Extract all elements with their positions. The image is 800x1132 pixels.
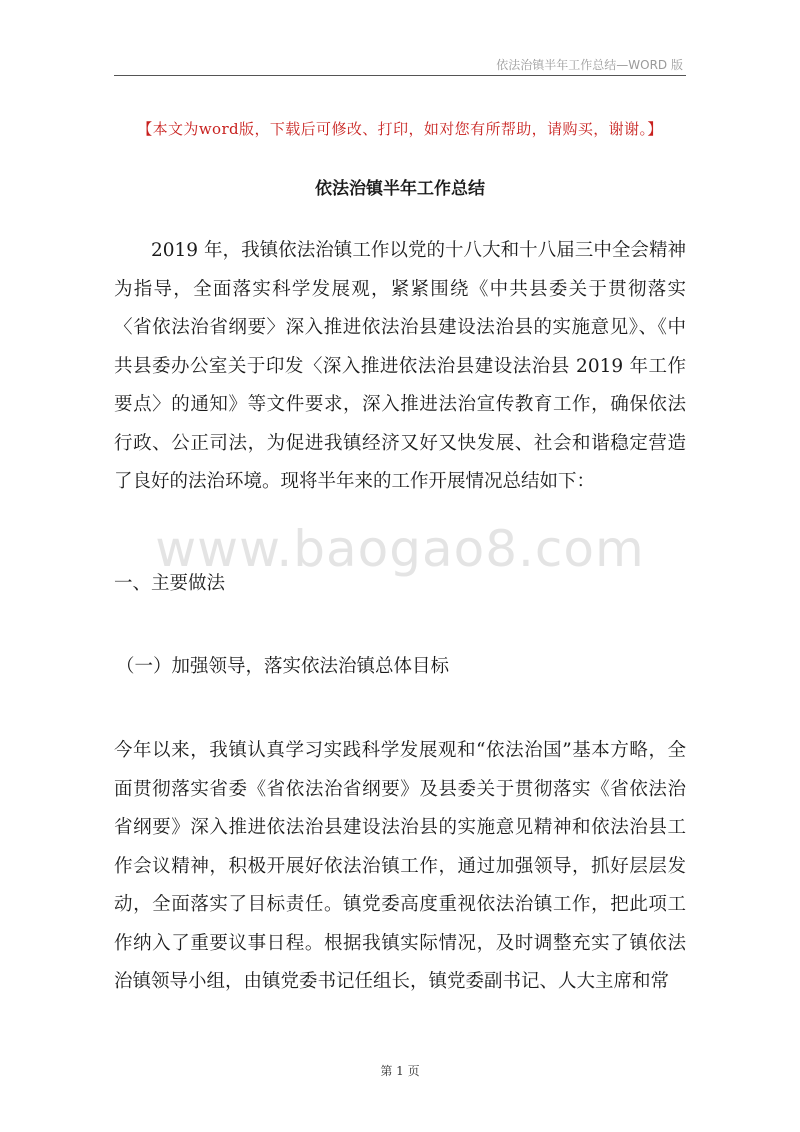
subsection-heading: （一）加强领导，落实依法治镇总体目标 [116, 656, 450, 677]
header-divider [114, 75, 686, 76]
site-watermark: www.baogao8.com [155, 520, 645, 578]
running-header: 依法治镇半年工作总结—WORD 版 [496, 58, 683, 72]
purchase-notice: 【本文为word版，下载后可修改、打印，如对您有所帮助，请购买，谢谢。】 [137, 120, 663, 138]
section-heading: 一、主要做法 [114, 573, 226, 594]
body-paragraph: 今年以来，我镇认真学习实践科学发展观和“依法治国”基本方略，全面贯彻落实省委《省依法治省纲要》及县委关于贯彻落实《省依法治省纲要》深入推进依法治县建设法治县的实施意见精神和依法治县工作会议精神，积极开展好依法治镇工作，通过加强领导，抓好层层发动，全面落实了目标责任。镇党委高度重视依法治镇工作，把此项工作纳入了重要议事日程。根据我镇实际情况，及时调整充实了镇依法治镇领导小组，由镇党委书记任组长，镇党委副书记、人大主席和常 [114, 740, 686, 992]
page-number: 第 1 页 [380, 1064, 420, 1078]
intro-paragraph: 2019 年，我镇依法治镇工作以党的十八大和十八届三中全会精神为指导，全面落实科学发展观，紧紧围绕《中共县委关于贯彻落实〈省依法治省纲要〉深入推进依法治县建设法治县的实施意见》、《中共县委办公室关于印发〈深入推进依法治县建设法治县 2019 年工作要点〉的通知》等文件要求，深入推进法治宣传教育工作，确保依法行政、公正司法，为促进我镇经济又好又快发展、社会和谐稳定营造了良好的法治环境。现将半年来的工作开展情况总结如下： [114, 240, 686, 492]
document-title: 依法治镇半年工作总结 [315, 179, 485, 199]
